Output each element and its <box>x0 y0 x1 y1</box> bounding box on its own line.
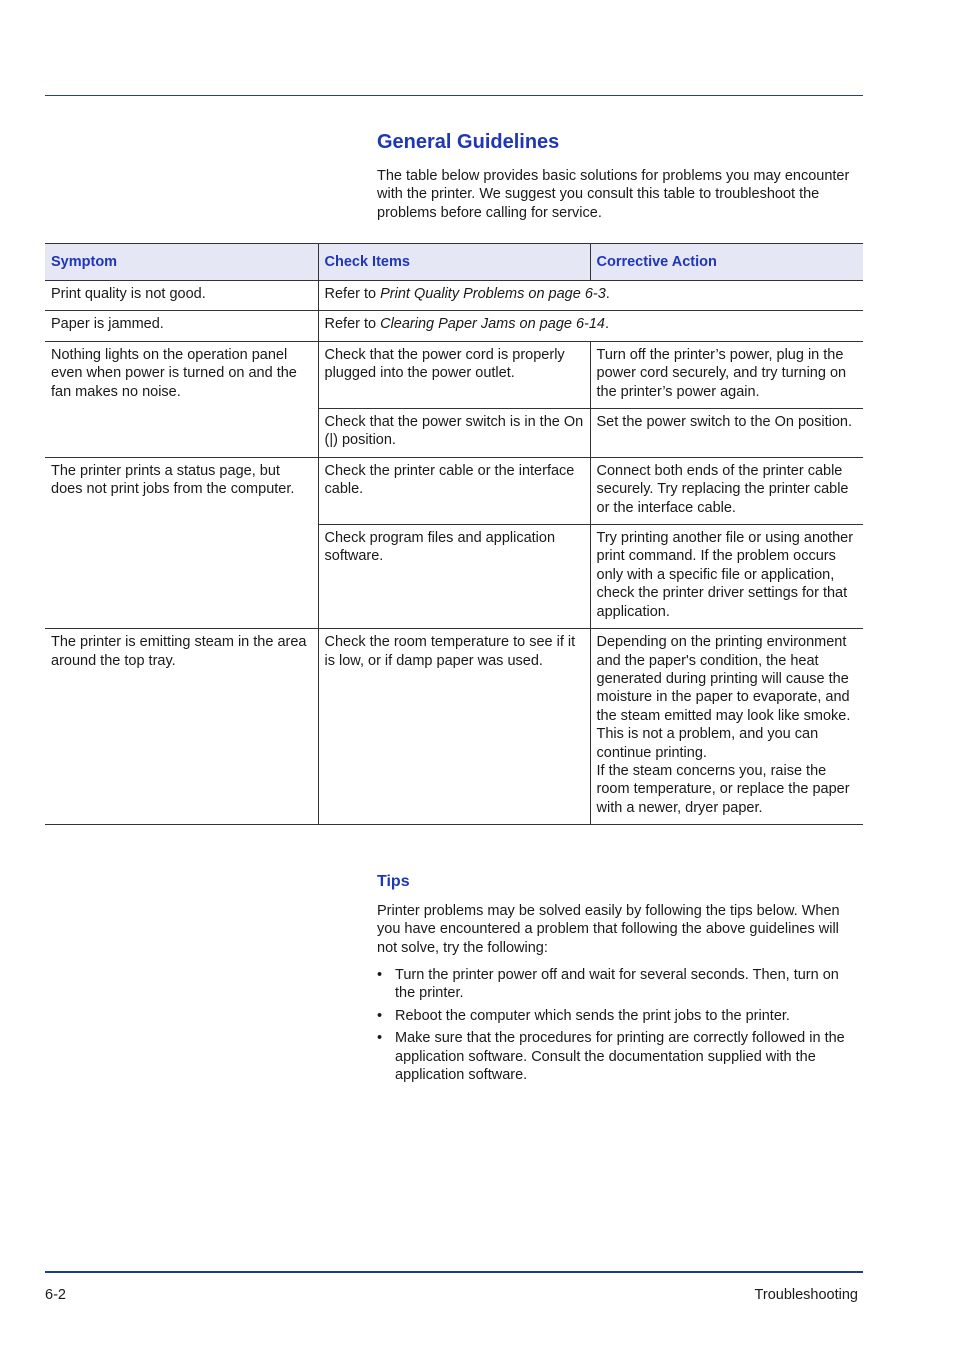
reference-suffix: . <box>605 316 610 333</box>
tip-text: Make sure that the procedures for printing are correctly followed in the application software. Consult the documentation supplied with the application software. <box>395 1030 845 1084</box>
action-cell: Try printing another file or using another print command. If the problem occurs only with a specific file or application, check the printer driver settings for that application. <box>590 525 863 629</box>
action-cell <box>590 629 863 825</box>
list-item <box>377 1029 863 1084</box>
header-symptom: Symptom <box>45 244 318 281</box>
bullet-icon: • <box>377 1030 383 1047</box>
action-cell: Connect both ends of the printer cable securely. Try replacing the printer cable or the interface cable. <box>590 457 863 524</box>
header-corrective-action: Corrective Action <box>590 244 863 281</box>
check-cell: Check the printer cable or the interface cable. <box>318 457 590 524</box>
guidelines-table <box>45 243 863 825</box>
tips-title: Tips <box>377 873 410 890</box>
header-check-items: Check Items <box>318 244 590 281</box>
table-header-row <box>45 244 863 281</box>
list-item <box>377 966 863 1003</box>
reference-link[interactable]: Print Quality Problems on page 6-3 <box>380 286 606 302</box>
top-rule <box>45 95 863 96</box>
action-paragraph: Depending on the printing environment and the paper's condition, the heat generated during printing will cause the moisture in the paper to evaporate, and the steam emitted may look like smoke. This is not a problem, and you can continue printing. <box>596 634 851 761</box>
section-intro: The table below provides basic solutions for problems you may encounter with the printer. We suggest you consult this table to troubleshoot the problems before calling for service. <box>377 168 850 221</box>
action-cell: Set the power switch to the On position. <box>590 409 863 458</box>
table-row <box>45 281 863 311</box>
symptom-cell: Print quality is not good. <box>45 281 318 311</box>
symptom-cell: Paper is jammed. <box>45 311 318 341</box>
reference-cell <box>318 281 863 311</box>
tips-list <box>377 966 863 1088</box>
symptom-cell: Nothing lights on the operation panel even when power is turned on and the fan makes no noise. <box>45 341 318 457</box>
reference-cell <box>318 311 863 341</box>
tip-text: Reboot the computer which sends the print jobs to the printer. <box>395 1007 790 1024</box>
list-item <box>377 1007 863 1025</box>
symptom-cell: The printer prints a status page, but does not print jobs from the computer. <box>45 457 318 628</box>
table-row <box>45 341 863 408</box>
page-number: 6-2 <box>45 1287 66 1303</box>
table-row <box>45 457 863 524</box>
reference-prefix: Refer to <box>324 316 381 333</box>
action-paragraph: If the steam concerns you, raise the room temperature, or replace the paper with a newer, dryer paper. <box>596 762 850 816</box>
footer-rule <box>45 1271 863 1273</box>
chapter-title: Troubleshooting <box>754 1287 858 1303</box>
table-row <box>45 629 863 825</box>
symptom-cell: The printer is emitting steam in the area around the top tray. <box>45 629 318 825</box>
check-cell: Check that the power cord is properly plugged into the power outlet. <box>318 341 590 408</box>
reference-link[interactable]: Clearing Paper Jams on page 6-14 <box>380 316 605 333</box>
action-cell: Turn off the printer’s power, plug in the power cord securely, and try turning on the printer’s power again. <box>590 341 863 408</box>
reference-prefix: Refer to <box>324 286 381 302</box>
bullet-icon: • <box>377 1007 383 1024</box>
check-cell: Check the room temperature to see if it is low, or if damp paper was used. <box>318 629 590 825</box>
tip-text: Turn the printer power off and wait for several seconds. Then, turn on the printer. <box>395 967 839 1002</box>
check-cell: Check that the power switch is in the On (|) position. <box>318 409 590 458</box>
table-row <box>45 311 863 341</box>
bullet-icon: • <box>377 967 383 983</box>
tips-intro: Printer problems may be solved easily by following the tips below. When you have encountered a problem that following the above guidelines will not solve, try the following: <box>377 903 840 956</box>
section-title: General Guidelines <box>377 131 560 153</box>
check-cell: Check program files and application software. <box>318 525 590 629</box>
reference-suffix: . <box>605 286 610 302</box>
